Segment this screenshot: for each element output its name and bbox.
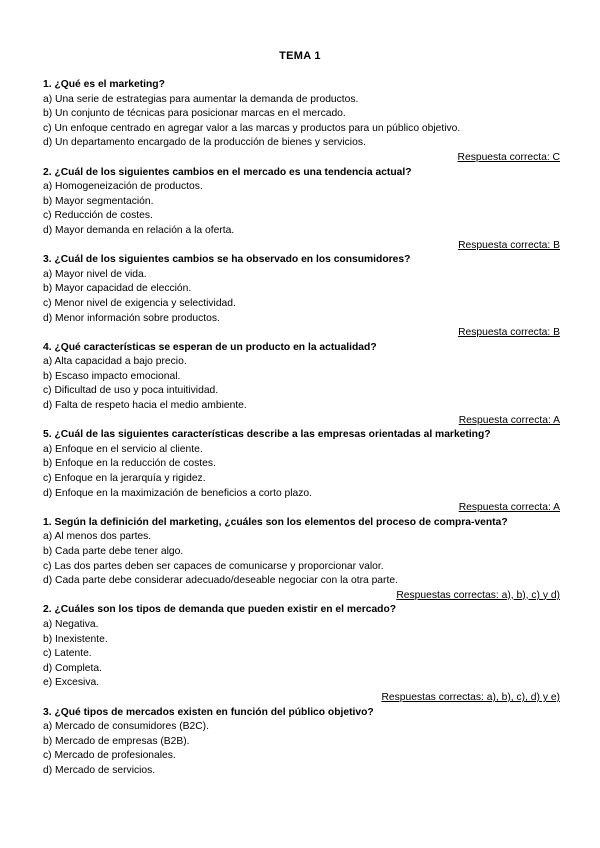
answer-option: b) Enfoque en la reducción de costes. <box>43 458 216 470</box>
question-text: 1. ¿Qué es el marketing? <box>43 79 165 90</box>
question-block <box>43 253 560 341</box>
answer-option: a) Mayor nivel de vida. <box>43 268 147 280</box>
answer-option: a) Al menos dos partes. <box>43 531 152 543</box>
question-block <box>43 341 560 429</box>
question-text: 2. ¿Cuáles son los tipos de demanda que pueden existir en el mercado? <box>43 604 397 616</box>
question-text: 2. ¿Cuál de los siguientes cambios en el mercado es una tendencia actual? <box>43 166 412 178</box>
question-block <box>43 706 560 779</box>
correct-answer-row <box>43 589 560 604</box>
answer-option: a) Mercado de consumidores (B2C). <box>43 721 209 733</box>
correct-answer: Respuestas correctas: a), b), c) y d) <box>396 589 560 601</box>
answer-option: d) Mercado de servicios. <box>43 764 156 776</box>
answer-option: b) Cada parte debe tener algo. <box>43 546 184 557</box>
answer-option: c) Reducción de costes. <box>43 210 153 222</box>
answer-option: d) Enfoque en la maximización de beneficios a corto plazo. <box>43 487 313 499</box>
answer-option: d) Cada parte debe considerar adecuado/deseable negociar con la otra parte. <box>43 575 398 587</box>
correct-answer: Respuesta correcta: A <box>458 414 560 426</box>
correct-answer-row <box>43 691 560 706</box>
correct-answer: Respuesta correcta: A <box>458 502 560 514</box>
answer-option: a) Negativa. <box>43 618 99 630</box>
correct-answer: Respuesta correcta: B <box>458 239 560 251</box>
answer-option: d) Menor información sobre productos. <box>43 312 220 324</box>
question-text: 3. ¿Qué tipos de mercados existen en función del público objetivo? <box>43 706 374 718</box>
answer-option: b) Un conjunto de técnicas para posicionar marcas en el mercado. <box>43 108 346 120</box>
question-block <box>43 428 560 516</box>
correct-answer-row <box>43 326 560 341</box>
question-list <box>43 78 560 779</box>
answer-option: b) Inexistente. <box>43 633 108 645</box>
answer-option: b) Mercado de empresas (B2B). <box>43 735 190 747</box>
correct-answer-row <box>43 151 560 166</box>
correct-answer: Respuesta correcta: C <box>457 151 560 163</box>
correct-answer-row <box>43 239 560 254</box>
question-block <box>43 603 560 705</box>
question-block <box>43 516 560 604</box>
page-title: TEMA 1 <box>279 50 321 62</box>
question-block <box>43 166 560 254</box>
answer-option: d) Falta de respeto hacia el medio ambiente. <box>43 400 247 412</box>
correct-answer: Respuesta correcta: B <box>458 327 560 339</box>
answer-option: c) Un enfoque centrado en agregar valor a las marcas y productos para un público objetivo. <box>43 122 461 134</box>
question-text: 4. ¿Qué características se esperan de un producto en la actualidad? <box>43 341 377 353</box>
answer-option: b) Mayor capacidad de elección. <box>43 283 192 295</box>
answer-option: b) Escaso impacto emocional. <box>43 370 181 382</box>
question-block <box>43 78 560 166</box>
correct-answer-row <box>43 414 560 429</box>
question-text: 5. ¿Cuál de las siguientes características describe a las empresas orientadas al marketing? <box>43 429 491 441</box>
answer-option: c) Mercado de profesionales. <box>43 750 176 762</box>
answer-option: e) Excesiva. <box>43 677 100 689</box>
correct-answer: Respuestas correctas: a), b), c), d) y e) <box>381 691 560 703</box>
answer-option: a) Una serie de estrategias para aumentar la demanda de productos. <box>43 93 359 105</box>
question-text: 3. ¿Cuál de los siguientes cambios se ha observado en los consumidores? <box>43 254 411 266</box>
answer-option: b) Mayor segmentación. <box>43 195 154 207</box>
answer-option: a) Homogeneización de productos. <box>43 181 203 193</box>
answer-option: a) Alta capacidad a bajo precio. <box>43 356 187 368</box>
answer-option: d) Completa. <box>43 662 102 674</box>
correct-answer-row <box>43 501 560 516</box>
answer-option: c) Latente. <box>43 648 92 660</box>
answer-option: c) Enfoque en la jerarquía y rigidez. <box>43 473 206 485</box>
answer-option: c) Menor nivel de exigencia y selectividad. <box>43 297 236 309</box>
answer-option: c) Las dos partes deben ser capaces de comunicarse y proporcionar valor. <box>43 560 384 572</box>
question-text: 1. Según la definición del marketing, ¿cuáles son los elementos del proceso de compra-venta? <box>43 516 508 528</box>
answer-option: c) Dificultad de uso y poca intuitividad. <box>43 385 219 397</box>
answer-option: d) Mayor demanda en relación a la oferta. <box>43 224 235 236</box>
answer-option: a) Enfoque en el servicio al cliente. <box>43 443 203 455</box>
answer-option: d) Un departamento encargado de la producción de bienes y servicios. <box>43 137 366 149</box>
